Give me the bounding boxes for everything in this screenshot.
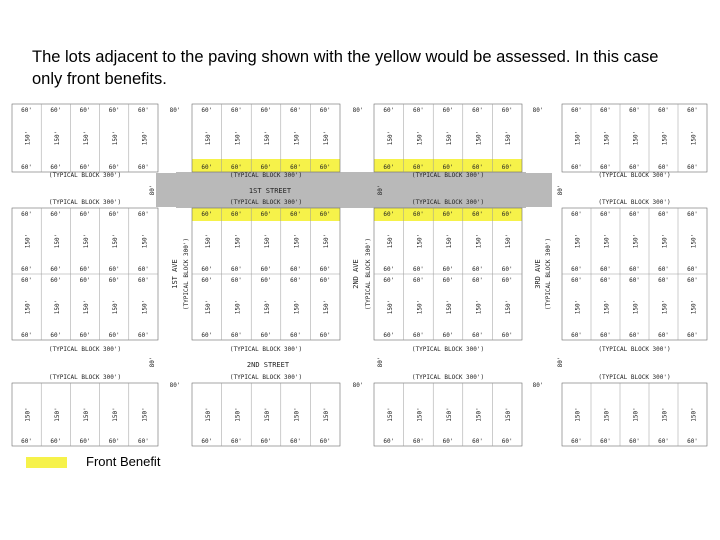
lot-width-label: 60'	[108, 164, 120, 171]
lot-width-label: 60'	[290, 107, 302, 114]
lot-width-label: 60'	[108, 332, 120, 339]
typical-block-label: (TYPICAL BLOCK 300')	[411, 374, 485, 381]
typical-block-label: (TYPICAL BLOCK 300')	[229, 172, 303, 179]
lot-width-label: 60'	[137, 277, 149, 284]
lot-width-label: 60'	[472, 438, 484, 445]
lot-width-label: 60'	[137, 438, 149, 445]
lot-width-label: 60'	[230, 211, 242, 218]
lot-depth-label: 150'	[141, 130, 149, 146]
lot-depth-label: 150'	[574, 299, 582, 315]
lot-width-label: 60'	[108, 266, 120, 273]
lot-depth-label: 150'	[446, 233, 453, 249]
lot-width-label: 60'	[571, 266, 582, 273]
lot-width-label: 60'	[600, 211, 611, 218]
lot-depth-label: 150'	[690, 407, 698, 422]
lot-width-label: 60'	[501, 266, 513, 273]
lot-depth-label: 150'	[141, 233, 149, 249]
lot-width-label: 60'	[21, 164, 33, 171]
lot-depth-label: 150'	[264, 407, 271, 422]
lot-width-label: 60'	[501, 211, 513, 218]
lot-depth-label: 150'	[603, 130, 611, 146]
lot-width-label: 60'	[230, 332, 242, 339]
lot-width-label: 60'	[50, 438, 62, 445]
lot-width-label: 60'	[383, 211, 395, 218]
lot-width-label: 60'	[472, 107, 484, 114]
typical-block-label: (TYPICAL BLOCK 300')	[229, 346, 303, 353]
lot-depth-label: 150'	[264, 299, 271, 315]
lot-width-label: 60'	[79, 107, 91, 114]
lot-width-label: 60'	[201, 211, 213, 218]
row-width-label: 80'	[149, 184, 156, 196]
avenue-label-2: 2ND AVE	[352, 259, 360, 289]
lot-width-label: 60'	[600, 438, 611, 445]
lot-width-label: 60'	[501, 277, 513, 284]
lot-width-label: 60'	[201, 164, 213, 171]
lot-width-label: 60'	[230, 277, 242, 284]
lot-depth-label: 150'	[323, 407, 331, 422]
lot-width-label: 60'	[472, 332, 484, 339]
lot-width-label: 60'	[687, 277, 698, 284]
lot-width-label: 60'	[442, 332, 454, 339]
lot-depth-label: 150'	[24, 130, 32, 146]
typical-block-label: (TYPICAL BLOCK 300')	[598, 374, 671, 381]
row-width-label: 80'	[532, 107, 544, 114]
lot-width-label: 60'	[383, 277, 395, 284]
lot-depth-label: 150'	[661, 130, 669, 146]
lot-width-label: 60'	[319, 164, 331, 171]
lot-depth-label: 150'	[204, 299, 212, 315]
lot-width-label: 60'	[658, 332, 669, 339]
typical-block-label: (TYPICAL BLOCK 300')	[48, 374, 122, 381]
lot-width-label: 60'	[658, 277, 669, 284]
lot-depth-label: 150'	[386, 299, 394, 315]
lot-depth-label: 150'	[323, 233, 331, 249]
lot-width-label: 60'	[501, 332, 513, 339]
lot-depth-label: 150'	[574, 233, 582, 249]
lot-width-label: 60'	[501, 107, 513, 114]
lot-width-label: 60'	[21, 438, 33, 445]
lot-width-label: 60'	[319, 266, 331, 273]
lot-width-label: 60'	[600, 164, 611, 171]
lot-width-label: 60'	[629, 164, 640, 171]
lot-width-label: 60'	[137, 107, 149, 114]
lot-depth-label: 150'	[112, 130, 120, 146]
lot-width-label: 60'	[472, 277, 484, 284]
lot-width-label: 60'	[412, 107, 424, 114]
lot-width-label: 60'	[201, 266, 213, 273]
lot-width-label: 60'	[412, 277, 424, 284]
lot-width-label: 60'	[230, 164, 242, 171]
row-width-label: 80'	[377, 184, 384, 196]
lot-depth-label: 150'	[53, 130, 61, 146]
lot-width-label: 60'	[21, 277, 33, 284]
lot-width-label: 60'	[383, 332, 395, 339]
lot-depth-label: 150'	[24, 299, 32, 315]
lot-depth-label: 150'	[386, 407, 394, 422]
lot-width-label: 60'	[658, 211, 669, 218]
lot-depth-label: 150'	[293, 299, 301, 315]
lot-width-label: 60'	[50, 164, 62, 171]
lot-width-label: 60'	[108, 277, 120, 284]
lot-width-label: 60'	[412, 438, 424, 445]
lot-depth-label: 150'	[632, 233, 640, 249]
caption-text: The lots adjacent to the paving shown with the yellow would be assessed. In this case only front benefits.	[32, 48, 659, 88]
lot-depth-label: 150'	[690, 299, 698, 315]
lot-width-label: 60'	[21, 211, 33, 218]
lot-width-label: 60'	[600, 332, 611, 339]
row-width-label: 80'	[169, 382, 181, 389]
typical-block-label: (TYPICAL BLOCK 300')	[411, 199, 485, 206]
lot-width-label: 60'	[629, 211, 640, 218]
lot-depth-label: 150'	[416, 130, 424, 146]
lot-width-label: 60'	[442, 277, 454, 284]
lot-width-label: 60'	[290, 164, 302, 171]
lot-width-label: 60'	[290, 211, 302, 218]
typical-block-label-vertical: (TYPICAL BLOCK 300')	[365, 237, 372, 311]
lot-depth-label: 150'	[264, 130, 271, 146]
lot-depth-label: 150'	[386, 233, 394, 249]
lot-width-label: 60'	[230, 266, 242, 273]
avenue-label-3: 3RD AVE	[534, 259, 542, 289]
lot-depth-label: 150'	[505, 233, 513, 249]
lot-width-label: 60'	[442, 438, 454, 445]
lot-depth-label: 150'	[446, 299, 453, 315]
typical-block-label: (TYPICAL BLOCK 300')	[48, 346, 122, 353]
lot-width-label: 60'	[412, 266, 424, 273]
lot-width-label: 60'	[442, 266, 454, 273]
lot-depth-label: 150'	[204, 407, 212, 422]
lot-depth-label: 150'	[53, 299, 61, 315]
lot-depth-label: 150'	[53, 407, 61, 422]
lot-width-label: 60'	[383, 266, 395, 273]
lot-width-label: 60'	[260, 438, 272, 445]
lot-width-label: 60'	[658, 164, 669, 171]
lot-width-label: 60'	[79, 438, 91, 445]
lot-width-label: 60'	[290, 266, 302, 273]
lot-depth-label: 150'	[475, 130, 483, 146]
lot-depth-label: 150'	[293, 233, 301, 249]
typical-block-label-vertical: (TYPICAL BLOCK 300')	[183, 237, 190, 311]
lot-width-label: 60'	[658, 107, 669, 114]
lot-depth-label: 150'	[83, 233, 90, 249]
lot-width-label: 60'	[319, 211, 331, 218]
lot-width-label: 60'	[442, 211, 454, 218]
lot-width-label: 60'	[79, 211, 91, 218]
avenue-label-1: 1ST AVE	[171, 259, 179, 289]
typical-block-label-vertical: (TYPICAL BLOCK 300')	[545, 237, 552, 311]
lot-width-label: 60'	[260, 266, 272, 273]
lot-width-label: 60'	[50, 211, 62, 218]
lot-width-label: 60'	[412, 332, 424, 339]
lot-depth-label: 150'	[603, 407, 611, 422]
lot-width-label: 60'	[571, 164, 582, 171]
row-width-label: 80'	[557, 356, 564, 368]
lot-width-label: 60'	[319, 277, 331, 284]
lot-width-label: 60'	[230, 107, 242, 114]
lot-width-label: 60'	[501, 164, 513, 171]
lot-width-label: 60'	[50, 107, 62, 114]
row-width-label: 80'	[557, 184, 564, 196]
lot-width-label: 60'	[201, 438, 213, 445]
lot-width-label: 60'	[629, 277, 640, 284]
lot-depth-label: 150'	[632, 407, 640, 422]
typical-block-label: (TYPICAL BLOCK 300')	[598, 346, 671, 353]
lot-width-label: 60'	[383, 107, 395, 114]
lot-depth-label: 150'	[632, 130, 640, 146]
lot-depth-label: 150'	[505, 407, 513, 422]
lot-width-label: 60'	[201, 277, 213, 284]
lot-depth-label: 150'	[574, 130, 582, 146]
row-width-label: 80'	[169, 107, 181, 114]
lot-width-label: 60'	[79, 266, 91, 273]
lot-width-label: 60'	[571, 211, 582, 218]
lot-width-label: 60'	[319, 107, 331, 114]
lot-width-label: 60'	[319, 438, 331, 445]
lot-width-label: 60'	[472, 266, 484, 273]
lot-width-label: 60'	[319, 332, 331, 339]
lot-width-label: 60'	[501, 438, 513, 445]
lot-depth-label: 150'	[603, 233, 611, 249]
typical-block-label: (TYPICAL BLOCK 300')	[48, 199, 122, 206]
lot-width-label: 60'	[290, 277, 302, 284]
lot-depth-label: 150'	[632, 299, 640, 315]
lot-width-label: 60'	[472, 211, 484, 218]
row-width-label: 80'	[532, 382, 544, 389]
lot-width-label: 60'	[600, 266, 611, 273]
lot-depth-label: 150'	[112, 407, 120, 422]
typical-block-label: (TYPICAL BLOCK 300')	[598, 172, 671, 179]
typical-block-label: (TYPICAL BLOCK 300')	[229, 374, 303, 381]
lot-depth-label: 150'	[234, 130, 242, 146]
lot-depth-label: 150'	[446, 130, 453, 146]
typical-block-label: (TYPICAL BLOCK 300')	[48, 172, 122, 179]
lot-depth-label: 150'	[264, 233, 271, 249]
lot-depth-label: 150'	[661, 233, 669, 249]
lot-width-label: 60'	[687, 211, 698, 218]
lot-width-label: 60'	[600, 277, 611, 284]
lot-width-label: 60'	[629, 107, 640, 114]
lot-depth-label: 150'	[323, 130, 331, 146]
lot-width-label: 60'	[79, 164, 91, 171]
lot-width-label: 60'	[600, 107, 611, 114]
lot-depth-label: 150'	[323, 299, 331, 315]
lot-depth-label: 150'	[24, 233, 32, 249]
lot-width-label: 60'	[137, 164, 149, 171]
lot-depth-label: 150'	[446, 407, 453, 422]
lot-width-label: 60'	[108, 438, 120, 445]
lot-width-label: 60'	[201, 107, 213, 114]
lot-depth-label: 150'	[234, 233, 242, 249]
lot-width-label: 60'	[472, 164, 484, 171]
lot-width-label: 60'	[629, 266, 640, 273]
paving-west-connector	[156, 173, 176, 207]
lot-width-label: 60'	[79, 277, 91, 284]
lot-width-label: 60'	[571, 107, 582, 114]
lot-width-label: 60'	[260, 107, 272, 114]
lot-width-label: 60'	[137, 211, 149, 218]
lot-depth-label: 150'	[574, 407, 582, 422]
lot-width-label: 60'	[383, 438, 395, 445]
lot-width-label: 60'	[442, 164, 454, 171]
typical-block-label: (TYPICAL BLOCK 300')	[598, 199, 671, 206]
lot-depth-label: 150'	[603, 299, 611, 315]
lot-width-label: 60'	[201, 332, 213, 339]
typical-block-label: (TYPICAL BLOCK 300')	[411, 346, 485, 353]
lot-width-label: 60'	[629, 438, 640, 445]
lot-depth-label: 150'	[293, 130, 301, 146]
lot-depth-label: 150'	[416, 299, 424, 315]
row-width-label: 80'	[149, 356, 156, 368]
lot-width-label: 60'	[260, 277, 272, 284]
lot-depth-label: 150'	[690, 130, 698, 146]
lot-depth-label: 150'	[24, 407, 32, 422]
lot-width-label: 60'	[50, 332, 62, 339]
lot-width-label: 60'	[21, 266, 33, 273]
lot-depth-label: 150'	[416, 407, 424, 422]
lot-width-label: 60'	[687, 266, 698, 273]
paving-east-connector	[526, 173, 552, 207]
lot-width-label: 60'	[108, 211, 120, 218]
lot-width-label: 60'	[629, 332, 640, 339]
lot-depth-label: 150'	[293, 407, 301, 422]
lot-width-label: 60'	[571, 332, 582, 339]
lot-width-label: 60'	[137, 332, 149, 339]
lot-width-label: 60'	[687, 107, 698, 114]
lot-depth-label: 150'	[53, 233, 61, 249]
lot-depth-label: 150'	[204, 130, 212, 146]
lot-width-label: 60'	[658, 438, 669, 445]
lot-width-label: 60'	[412, 211, 424, 218]
lot-depth-label: 150'	[661, 299, 669, 315]
lot-width-label: 60'	[108, 107, 120, 114]
lot-width-label: 60'	[79, 332, 91, 339]
legend-label-front-benefit: Front Benefit	[86, 454, 161, 469]
lot-width-label: 60'	[442, 107, 454, 114]
lot-depth-label: 150'	[83, 130, 90, 146]
lot-width-label: 60'	[260, 332, 272, 339]
street-label-2nd-street: 2ND STREET	[246, 361, 290, 369]
lot-width-label: 60'	[383, 164, 395, 171]
lot-width-label: 60'	[687, 438, 698, 445]
lot-width-label: 60'	[290, 332, 302, 339]
lot-depth-label: 150'	[475, 233, 483, 249]
typical-block-label: (TYPICAL BLOCK 300')	[229, 199, 303, 206]
lot-width-label: 60'	[50, 266, 62, 273]
lot-depth-label: 150'	[475, 299, 483, 315]
lot-width-label: 60'	[687, 164, 698, 171]
lot-depth-label: 150'	[661, 407, 669, 422]
row-width-label: 80'	[377, 356, 384, 368]
lot-depth-label: 150'	[386, 130, 394, 146]
lot-width-label: 60'	[290, 438, 302, 445]
lot-depth-label: 150'	[234, 299, 242, 315]
lot-width-label: 60'	[687, 332, 698, 339]
lot-width-label: 60'	[21, 332, 33, 339]
lot-depth-label: 150'	[112, 299, 120, 315]
lot-depth-label: 150'	[141, 407, 149, 422]
lot-depth-label: 150'	[204, 233, 212, 249]
lot-width-label: 60'	[412, 164, 424, 171]
lot-width-label: 60'	[571, 277, 582, 284]
lot-depth-label: 150'	[505, 299, 513, 315]
lot-width-label: 60'	[571, 438, 582, 445]
typical-block-label: (TYPICAL BLOCK 300')	[411, 172, 485, 179]
lot-depth-label: 150'	[112, 233, 120, 249]
lot-width-label: 60'	[50, 277, 62, 284]
lot-depth-label: 150'	[690, 233, 698, 249]
lot-depth-label: 150'	[83, 299, 90, 315]
legend-swatch-front-benefit	[26, 457, 67, 468]
street-label-1st-street: 1ST STREET	[248, 187, 292, 195]
lot-width-label: 60'	[260, 164, 272, 171]
lot-depth-label: 150'	[234, 407, 242, 422]
lot-depth-label: 150'	[475, 407, 483, 422]
lot-depth-label: 150'	[505, 130, 513, 146]
row-width-label: 80'	[352, 107, 364, 114]
lot-depth-label: 150'	[141, 299, 149, 315]
lot-width-label: 60'	[260, 211, 272, 218]
lot-depth-label: 150'	[83, 407, 90, 422]
lot-width-label: 60'	[230, 438, 242, 445]
row-width-label: 80'	[352, 382, 364, 389]
lot-width-label: 60'	[658, 266, 669, 273]
lot-width-label: 60'	[21, 107, 33, 114]
lot-width-label: 60'	[137, 266, 149, 273]
lot-depth-label: 150'	[416, 233, 424, 249]
